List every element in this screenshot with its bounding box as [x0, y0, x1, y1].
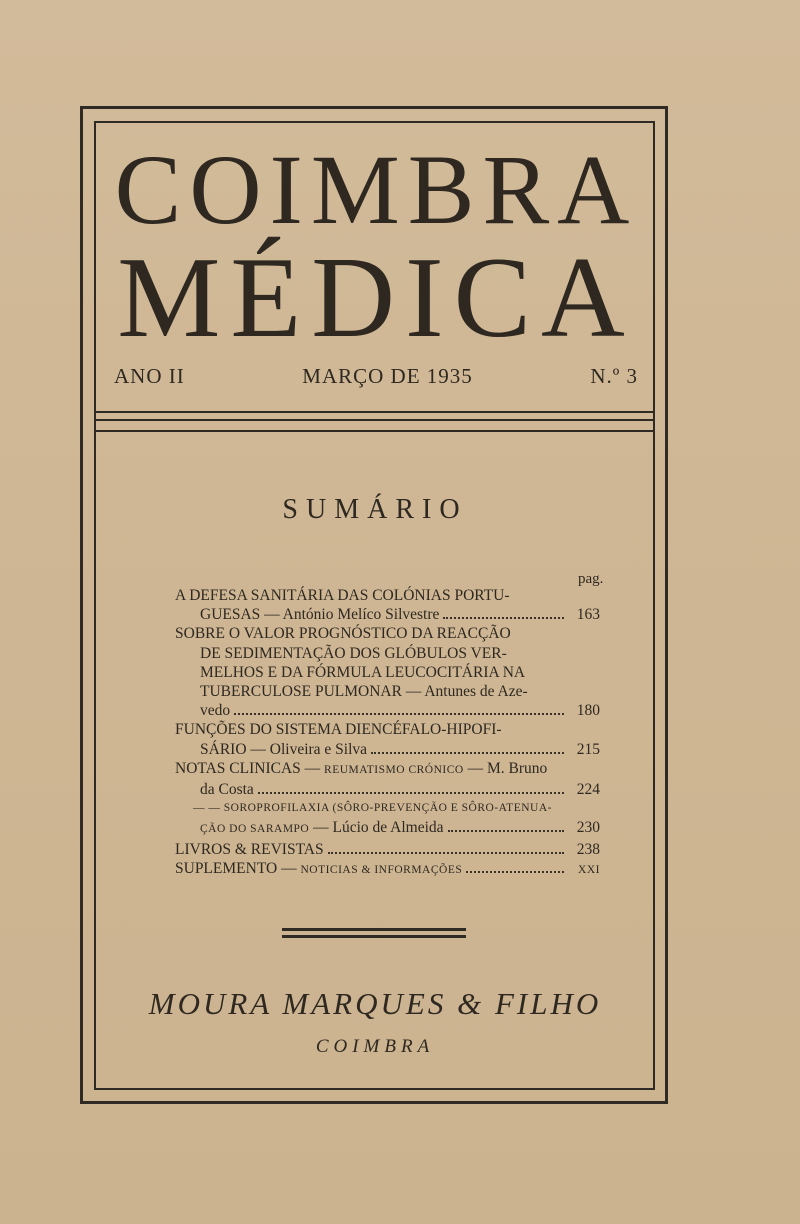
dot-leader [443, 613, 564, 619]
journal-title-line2: MÉDICA [117, 234, 635, 362]
ornamental-rule [282, 928, 466, 931]
toc-page-number: 215 [576, 740, 600, 758]
toc-entry [175, 859, 600, 880]
toc-entry-text: GUESAS — António Melíco Silvestre [200, 606, 440, 624]
dot-leader [234, 709, 564, 715]
ornamental-rule [282, 935, 466, 938]
toc-entry-line: TUBERCULOSE PULMONAR — Antunes de Aze- [200, 683, 528, 701]
issue-date: MARÇO DE 1935 [302, 364, 473, 388]
dot-leader [328, 848, 564, 854]
dot-leader [371, 748, 564, 754]
journal-title-line1: COIMBRA [114, 134, 638, 245]
toc-page-number: 238 [576, 840, 600, 858]
contents-heading: SUMÁRIO [282, 494, 468, 525]
toc-entry [175, 624, 600, 720]
toc-entry-text: da Costa [200, 781, 254, 799]
divider-rule [96, 419, 654, 421]
toc-entry-subtitle: ÇÃO DO SARAMPO [200, 823, 310, 836]
toc-entry-text: NOTAS CLINICAS — [175, 759, 325, 777]
toc-page-number: XXI [578, 863, 600, 876]
toc-page-number: 180 [576, 702, 600, 720]
divider-rule [96, 411, 654, 413]
dot-leader [258, 788, 564, 794]
toc-entry-text: vedo [200, 702, 231, 720]
toc-entry-line: FUNÇÕES DO SISTEMA DIENCÉFALO-HIPOFI- [175, 721, 502, 739]
toc-entry-text [175, 859, 462, 880]
issue-number: N.º 3 [590, 364, 638, 388]
issue-year: ANO II [114, 364, 185, 388]
toc-entry-title: SUPLEMENTO — [175, 859, 301, 877]
toc-entry-text [200, 818, 444, 839]
toc-entry-subtitle: NOTICIAS & INFORMAÇÕES [300, 863, 463, 876]
toc-entry [175, 799, 600, 839]
toc-page-number: 230 [576, 819, 600, 837]
issue-info [114, 364, 638, 389]
toc-entry-line: A DEFESA SANITÁRIA DAS COLÓNIAS PORTU- [175, 587, 510, 604]
toc-entry [175, 840, 600, 859]
toc-entry [175, 720, 600, 758]
dot-leader [448, 826, 564, 832]
dot-leader [466, 867, 564, 873]
toc-entry-last-line [175, 840, 600, 859]
toc-entry-last-line [175, 780, 600, 799]
page-column-label: pag. [578, 571, 604, 587]
toc-entry-line: MELHOS E DA FÓRMULA LEUCOCITÁRIA NA [200, 663, 526, 681]
toc-entry-last-line [175, 859, 600, 880]
toc-entry-line [175, 759, 600, 780]
toc-entry-subtitle: REUMATISMO CRÓNICO [324, 763, 464, 776]
toc-entry-text: LIVROS & REVISTAS [175, 840, 324, 858]
toc-entry-text: SÁRIO — Oliveira e Silva [200, 740, 368, 758]
table-of-contents [175, 586, 600, 880]
toc-page-number: 163 [576, 606, 600, 624]
toc-page-number: 224 [576, 781, 600, 799]
toc-entry-line: DE SEDIMENTAÇÃO DOS GLÓBULOS VER- [200, 644, 507, 662]
toc-entry-line: — — SOROPROFILAXIA (SÔRO-PREVENÇÃO E SÔRO-ATENUA- [193, 802, 552, 815]
toc-entry-last-line [175, 701, 600, 720]
toc-entry [175, 759, 600, 799]
publisher-name: MOURA MARQUES & FILHO [148, 986, 602, 1021]
toc-entry-author: — M. Bruno [463, 759, 548, 777]
divider-rule [96, 430, 654, 432]
toc-entry-author: — Lúcio de Almeida [309, 819, 444, 837]
toc-entry-last-line [175, 818, 600, 839]
toc-entry-line: SOBRE O VALOR PROGNÓSTICO DA REACÇÃO [175, 625, 511, 643]
toc-entry-last-line [175, 740, 600, 759]
toc-entry-last-line [175, 605, 600, 624]
toc-entry [175, 586, 600, 624]
publisher-city: COIMBRA [315, 1036, 435, 1057]
